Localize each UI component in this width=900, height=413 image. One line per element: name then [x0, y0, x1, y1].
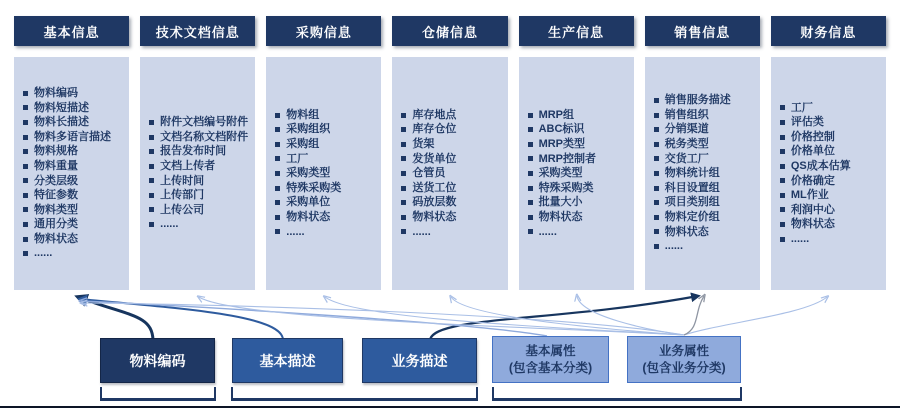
list-item [780, 101, 884, 116]
list-item [23, 130, 127, 145]
item-label: 物料类型 [34, 203, 78, 216]
bullet-square-icon [528, 142, 533, 147]
column-tech-doc-info [140, 16, 255, 290]
column-header: 财务信息 [771, 16, 886, 46]
item-label: 工厂 [790, 101, 813, 114]
list-item [528, 166, 632, 181]
bullet-square-icon [528, 127, 533, 132]
list-item [149, 144, 253, 159]
list-item [654, 239, 758, 254]
column-item-list [401, 108, 505, 239]
list-item [401, 181, 505, 196]
item-label: 物料编码 [34, 86, 78, 99]
list-item [401, 152, 505, 167]
list-item [275, 195, 379, 210]
item-label: ...... [412, 225, 431, 238]
list-item [275, 210, 379, 225]
bullet-square-icon [654, 186, 659, 191]
arrow-biz-attr-to-basic-info [82, 303, 684, 335]
column-header: 生产信息 [519, 16, 634, 46]
bullet-square-icon [23, 105, 28, 110]
bullet-square-icon [654, 171, 659, 176]
item-label: 货架 [412, 138, 435, 151]
bullet-square-icon [275, 171, 280, 176]
item-label: 报告发布时间 [160, 145, 227, 158]
box-business-description [362, 338, 477, 383]
info-columns [14, 16, 886, 290]
bullet-square-icon [23, 149, 28, 154]
bracket-attributes [492, 387, 742, 401]
bullet-square-icon [23, 120, 28, 125]
column-item-list [780, 101, 884, 247]
bullet-square-icon [528, 171, 533, 176]
item-label: 税务类型 [664, 138, 709, 151]
item-label: 价格确定 [790, 174, 835, 187]
list-item [528, 210, 632, 225]
item-label: 文档上传者 [160, 159, 216, 172]
bullet-square-icon [401, 171, 406, 176]
bullet-square-icon [23, 237, 28, 242]
list-item [528, 195, 632, 210]
bullet-square-icon [149, 149, 154, 154]
column-body [140, 57, 255, 290]
bullet-square-icon [23, 135, 28, 140]
list-item [654, 195, 758, 210]
item-label: 交货工厂 [664, 152, 709, 165]
item-label: 分销渠道 [664, 123, 709, 136]
list-item [149, 115, 253, 130]
item-label: 库存地点 [412, 108, 457, 121]
list-item [23, 86, 127, 101]
bullet-square-icon [149, 222, 154, 227]
bullet-square-icon [401, 229, 406, 234]
list-item [654, 210, 758, 225]
arrow-biz-desc-to-sales-info [430, 296, 698, 340]
list-item [528, 108, 632, 123]
list-item [275, 152, 379, 167]
item-label: 物料规格 [34, 145, 78, 158]
bracket-material-code [100, 387, 216, 401]
list-item [149, 174, 253, 189]
arrow-basic-attr-to-basic-info [81, 301, 547, 336]
column-item-list [275, 108, 379, 239]
bullet-square-icon [275, 186, 280, 191]
item-label: 物料多语言描述 [34, 130, 111, 143]
item-label: 价格单位 [790, 145, 835, 158]
item-label: ...... [160, 218, 179, 231]
item-label: 物料状态 [34, 232, 78, 245]
item-label: 物料状态 [412, 210, 457, 223]
item-label: 采购类型 [286, 167, 331, 180]
item-label: ...... [790, 232, 810, 245]
list-item [23, 217, 127, 232]
bullet-square-icon [528, 156, 533, 161]
bullet-square-icon [275, 127, 280, 132]
bullet-square-icon [275, 200, 280, 205]
bullet-square-icon [528, 200, 533, 205]
list-item [780, 115, 884, 130]
bullet-square-icon [275, 142, 280, 147]
item-label: 采购组 [286, 138, 320, 151]
list-item [275, 108, 379, 123]
list-item [401, 137, 505, 152]
item-label: 库存仓位 [412, 123, 457, 136]
bullet-square-icon [780, 120, 785, 125]
column-body [14, 57, 129, 290]
bullet-square-icon [401, 142, 406, 147]
bullet-square-icon [654, 244, 659, 249]
item-label: 工厂 [286, 152, 309, 165]
bullet-square-icon [149, 193, 154, 198]
bullet-square-icon [23, 222, 28, 227]
list-item [780, 232, 884, 247]
list-item [654, 108, 758, 123]
bullet-square-icon [401, 127, 406, 132]
item-label: 特征参数 [34, 189, 78, 202]
bullet-square-icon [654, 215, 659, 220]
column-sales-info [645, 16, 760, 290]
list-item [149, 203, 253, 218]
list-item [654, 225, 758, 240]
list-item [780, 203, 884, 218]
list-item [23, 174, 127, 189]
bullet-square-icon [654, 156, 659, 161]
column-warehouse-info [392, 16, 507, 290]
column-item-list [149, 115, 253, 232]
bullet-square-icon [149, 135, 154, 140]
bullet-square-icon [654, 200, 659, 205]
list-item [528, 152, 632, 167]
bullet-square-icon [401, 215, 406, 220]
bullet-square-icon [401, 113, 406, 118]
list-item [654, 122, 758, 137]
item-label: 物料定价组 [664, 210, 720, 223]
bullet-square-icon [780, 135, 785, 140]
item-label: 采购组织 [286, 123, 331, 136]
bullet-square-icon [23, 193, 28, 198]
arrow-biz-attr-to-production-info [577, 296, 684, 335]
item-label: QS成本估算 [790, 159, 851, 172]
box-label: 基本属性 [525, 344, 576, 359]
item-label: 发货单位 [412, 152, 457, 165]
list-item [275, 225, 379, 240]
column-body [645, 57, 760, 290]
item-label: ...... [34, 247, 53, 260]
column-item-list [528, 108, 632, 239]
bullet-square-icon [780, 149, 785, 154]
list-item [401, 122, 505, 137]
bullet-square-icon [23, 164, 28, 169]
bullet-square-icon [23, 91, 28, 96]
column-header: 基本信息 [14, 16, 129, 46]
item-label: 销售服务描述 [664, 94, 731, 107]
bullet-square-icon [275, 113, 280, 118]
list-item [23, 115, 127, 130]
item-label: 上传公司 [160, 203, 205, 216]
item-label: 批量大小 [538, 196, 583, 209]
box-sublabel: (包含业务分类) [642, 360, 726, 375]
bullet-square-icon [23, 251, 28, 256]
bullet-square-icon [401, 200, 406, 205]
list-item [149, 159, 253, 174]
list-item [401, 210, 505, 225]
item-label: 物料组 [286, 108, 320, 121]
item-label: 特殊采购类 [538, 181, 594, 194]
list-item [780, 144, 884, 159]
list-item [528, 225, 632, 240]
list-item [401, 166, 505, 181]
list-item [401, 195, 505, 210]
bullet-square-icon [401, 186, 406, 191]
item-label: 送货工位 [412, 181, 457, 194]
arrow-biz-attr-to-sales-info [684, 296, 704, 335]
box-business-attributes [627, 336, 741, 383]
item-label: 文档名称文档附件 [160, 130, 249, 143]
column-header: 技术文档信息 [140, 16, 255, 46]
item-label: 评估类 [790, 116, 824, 129]
arrow-biz-attr-to-tech-doc-info [199, 297, 684, 335]
bullet-square-icon [275, 156, 280, 161]
column-body [392, 57, 507, 290]
bullet-square-icon [401, 156, 406, 161]
list-item [654, 166, 758, 181]
item-label: 附件文档编号附件 [160, 116, 249, 129]
item-label: ABC标识 [538, 123, 585, 136]
item-label: 物料短描述 [34, 101, 89, 114]
list-item [149, 188, 253, 203]
bullet-square-icon [23, 178, 28, 183]
item-label: 上传时间 [160, 174, 205, 187]
list-item [780, 217, 884, 232]
list-item [780, 159, 884, 174]
bottom-divider-line [0, 406, 900, 408]
item-label: ...... [664, 240, 684, 253]
bullet-square-icon [275, 215, 280, 220]
bullet-square-icon [275, 229, 280, 234]
arrow-basic-desc-to-basic-info [80, 299, 283, 340]
bullet-square-icon [780, 207, 785, 212]
list-item [654, 93, 758, 108]
item-label: MRP控制者 [538, 152, 597, 165]
list-item [23, 101, 127, 116]
list-item [23, 159, 127, 174]
item-label: 物料状态 [538, 210, 583, 223]
item-label: 仓管员 [412, 167, 446, 180]
bullet-square-icon [149, 120, 154, 125]
item-label: 分类层级 [34, 174, 78, 187]
column-finance-info [771, 16, 886, 290]
list-item [23, 144, 127, 159]
bullet-square-icon [654, 142, 659, 147]
arrow-biz-attr-to-warehouse-info [451, 297, 684, 335]
item-label: 通用分类 [34, 218, 78, 231]
list-item [528, 122, 632, 137]
bracket-descriptions [231, 387, 478, 401]
list-item [654, 181, 758, 196]
column-body [771, 57, 886, 290]
bullet-square-icon [528, 215, 533, 220]
list-item [23, 203, 127, 218]
list-item [23, 188, 127, 203]
column-basic-info [14, 16, 129, 290]
item-label: ML作业 [790, 189, 829, 202]
box-sublabel: (包含基本分类) [508, 360, 593, 375]
item-label: MRP组 [538, 108, 575, 121]
item-label: 科目设置组 [664, 181, 720, 194]
item-label: 物料长描述 [34, 116, 89, 129]
column-header: 采购信息 [266, 16, 381, 46]
list-item [275, 181, 379, 196]
item-label: 物料状态 [790, 218, 835, 231]
bullet-square-icon [654, 127, 659, 132]
bullet-square-icon [654, 113, 659, 118]
box-basic-attributes [492, 336, 609, 383]
item-label: 物料状态 [286, 210, 331, 223]
item-label: MRP类型 [538, 138, 586, 151]
box-material-code [100, 338, 215, 383]
list-item [23, 232, 127, 247]
item-label: ...... [538, 225, 557, 238]
arrow-material-code-to-basic-info [78, 297, 153, 340]
bullet-square-icon [528, 113, 533, 118]
column-purchasing-info [266, 16, 381, 290]
column-item-list [654, 93, 758, 254]
bullet-square-icon [654, 229, 659, 234]
item-label: 利润中心 [790, 203, 835, 216]
list-item [654, 137, 758, 152]
list-item [780, 188, 884, 203]
list-item [149, 217, 253, 232]
box-label: 基本描述 [259, 352, 316, 369]
item-label: 价格控制 [790, 130, 835, 143]
column-body [266, 57, 381, 290]
item-label: ...... [286, 225, 305, 238]
box-basic-description [232, 338, 343, 383]
bullet-square-icon [780, 164, 785, 169]
arrow-biz-attr-to-finance-info [684, 297, 827, 335]
box-label: 业务描述 [391, 352, 448, 369]
bullet-square-icon [780, 237, 785, 242]
list-item [780, 174, 884, 189]
list-item [275, 137, 379, 152]
item-label: 特殊采购类 [286, 181, 342, 194]
item-label: 物料重量 [34, 159, 78, 172]
list-item [149, 130, 253, 145]
list-item [528, 181, 632, 196]
list-item [23, 246, 127, 261]
column-body [519, 57, 634, 290]
bullet-square-icon [149, 164, 154, 169]
bullet-square-icon [780, 178, 785, 183]
bullet-square-icon [780, 222, 785, 227]
bullet-square-icon [780, 105, 785, 110]
arrow-biz-attr-to-purchasing-info [325, 297, 684, 335]
list-item [401, 108, 505, 123]
box-label: 业务属性 [658, 344, 709, 359]
list-item [780, 130, 884, 145]
bullet-square-icon [528, 186, 533, 191]
list-item [275, 166, 379, 181]
item-label: 项目类别组 [664, 196, 720, 209]
column-header: 仓储信息 [392, 16, 507, 46]
bullet-square-icon [23, 207, 28, 212]
item-label: 码放层数 [412, 196, 457, 209]
item-label: 上传部门 [160, 189, 205, 202]
bullet-square-icon [149, 207, 154, 212]
bullet-square-icon [528, 229, 533, 234]
list-item [401, 225, 505, 240]
list-item [275, 122, 379, 137]
column-item-list [23, 86, 127, 261]
item-label: 销售组织 [664, 108, 709, 121]
bullet-square-icon [149, 178, 154, 183]
bullet-square-icon [654, 98, 659, 103]
item-label: 采购单位 [286, 196, 331, 209]
box-label: 物料编码 [129, 352, 186, 369]
item-label: 采购类型 [538, 167, 583, 180]
item-label: 物料状态 [664, 225, 709, 238]
column-production-info [519, 16, 634, 290]
column-header: 销售信息 [645, 16, 760, 46]
list-item [528, 137, 632, 152]
bullet-square-icon [780, 193, 785, 198]
list-item [654, 152, 758, 167]
item-label: 物料统计组 [664, 167, 720, 180]
